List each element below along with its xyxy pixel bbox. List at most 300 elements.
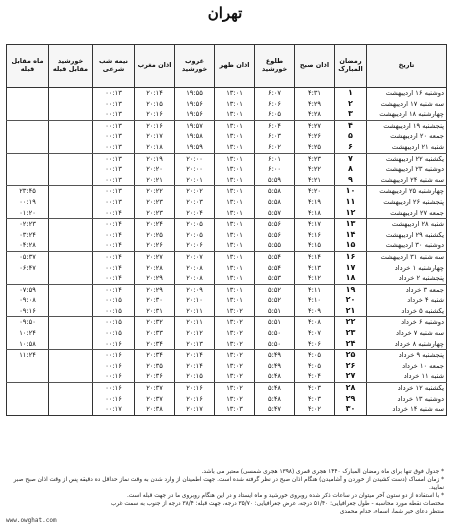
cell-ramadan-day: ۲۰ — [335, 295, 367, 306]
cell-date: جمعه ۲۷ اردیبهشت — [367, 208, 447, 219]
cell-moon-qibla — [7, 109, 49, 120]
cell-midnight: ۰۰:۱۶ — [93, 361, 135, 372]
cell-dhuhr: ۱۳:۰۲ — [215, 317, 255, 328]
cell-fajr: ۴:۱۶ — [295, 230, 335, 241]
cell-ramadan-day: ۱۱ — [335, 197, 367, 208]
cell-dhuhr: ۱۳:۰۱ — [215, 295, 255, 306]
cell-sunrise: ۵:۵۶ — [255, 219, 295, 230]
header-dhuhr: اذان ظهر — [215, 45, 255, 88]
cell-sunset: ۲۰:۰۸ — [175, 273, 215, 284]
cell-date: یکشنبه ۱۲ خرداد — [367, 383, 447, 394]
cell-sunset: ۲۰:۰۶ — [175, 240, 215, 251]
cell-maghrib: ۲۰:۲۰ — [135, 164, 175, 175]
cell-ramadan-day: ۱۸ — [335, 273, 367, 284]
cell-sunset: ۲۰:۰۰ — [175, 153, 215, 164]
cell-moon-qibla: ۰۱:۲۰ — [7, 208, 49, 219]
cell-sunrise: ۵:۵۴ — [255, 263, 295, 274]
cell-dhuhr: ۱۳:۰۲ — [215, 383, 255, 394]
cell-date: چهارشنبه ۱۸ اردیبهشت — [367, 109, 447, 120]
table-row — [7, 208, 447, 219]
table-body — [7, 88, 447, 416]
footer-url[interactable]: www.owghat.com — [6, 517, 57, 524]
cell-dhuhr: ۱۳:۰۱ — [215, 230, 255, 241]
cell-ramadan-day: ۴ — [335, 120, 367, 131]
cell-moon-qibla: ۰۰:۱۹ — [7, 197, 49, 208]
footnotes — [8, 468, 444, 516]
cell-date: پنجشنبه ۱۹ اردیبهشت — [367, 120, 447, 131]
cell-ramadan-day: ۲۶ — [335, 361, 367, 372]
cell-midnight: ۰۰:۱۶ — [93, 350, 135, 361]
cell-sun-qibla — [49, 404, 93, 415]
cell-sunrise: ۵:۵۹ — [255, 175, 295, 186]
cell-fajr: ۴:۰۵ — [295, 350, 335, 361]
cell-midnight: ۰۰:۱۶ — [93, 339, 135, 350]
table-row — [7, 219, 447, 230]
cell-dhuhr: ۱۳:۰۱ — [215, 164, 255, 175]
cell-sun-qibla — [49, 153, 93, 164]
cell-midnight: ۰۰:۱۶ — [93, 371, 135, 382]
cell-sun-qibla — [49, 273, 93, 284]
header-moon-qibla: ماه مقابل قبله — [7, 45, 49, 88]
cell-fajr: ۴:۲۵ — [295, 142, 335, 153]
cell-dhuhr: ۱۳:۰۱ — [215, 219, 255, 230]
cell-date: یکشنبه ۲۲ اردیبهشت — [367, 153, 447, 164]
cell-sunrise: ۶:۰۴ — [255, 120, 295, 131]
table-row — [7, 230, 447, 241]
cell-sunrise: ۵:۵۱ — [255, 306, 295, 317]
cell-dhuhr: ۱۳:۰۲ — [215, 306, 255, 317]
cell-midnight: ۰۰:۱۴ — [93, 251, 135, 262]
table-row — [7, 251, 447, 262]
cell-sunset: ۲۰:۱۱ — [175, 317, 215, 328]
cell-sun-qibla — [49, 142, 93, 153]
cell-date: یکشنبه ۲۹ اردیبهشت — [367, 230, 447, 241]
cell-maghrib: ۲۰:۲۳ — [135, 208, 175, 219]
cell-moon-qibla — [7, 175, 49, 186]
cell-ramadan-day: ۱۵ — [335, 240, 367, 251]
cell-ramadan-day: ۶ — [335, 142, 367, 153]
cell-sun-qibla — [49, 208, 93, 219]
cell-sunrise: ۵:۵۴ — [255, 251, 295, 262]
cell-ramadan-day: ۳۰ — [335, 404, 367, 415]
cell-date: شنبه ۱۱ خرداد — [367, 371, 447, 382]
cell-sunrise: ۵:۵۱ — [255, 317, 295, 328]
cell-dhuhr: ۱۳:۰۱ — [215, 109, 255, 120]
cell-sunrise: ۵:۵۸ — [255, 197, 295, 208]
cell-midnight: ۰۰:۱۴ — [93, 240, 135, 251]
cell-maghrib: ۲۰:۳۶ — [135, 371, 175, 382]
cell-sun-qibla — [49, 164, 93, 175]
cell-midnight: ۰۰:۱۳ — [93, 99, 135, 110]
cell-moon-qibla: ۰۲:۲۳ — [7, 219, 49, 230]
table-row — [7, 186, 447, 197]
cell-fajr: ۴:۲۳ — [295, 153, 335, 164]
cell-dhuhr: ۱۳:۰۱ — [215, 175, 255, 186]
cell-fajr: ۴:۲۶ — [295, 131, 335, 142]
cell-sun-qibla — [49, 120, 93, 131]
cell-moon-qibla: ۱۰:۵۸ — [7, 339, 49, 350]
cell-midnight: ۰۰:۱۴ — [93, 284, 135, 295]
cell-midnight: ۰۰:۱۳ — [93, 197, 135, 208]
cell-midnight: ۰۰:۱۳ — [93, 131, 135, 142]
cell-dhuhr: ۱۳:۰۱ — [215, 240, 255, 251]
cell-sunset: ۲۰:۰۵ — [175, 230, 215, 241]
cell-sun-qibla — [49, 361, 93, 372]
cell-ramadan-day: ۲۸ — [335, 383, 367, 394]
cell-sun-qibla — [49, 284, 93, 295]
cell-sun-qibla — [49, 186, 93, 197]
cell-sunset: ۲۰:۱۷ — [175, 404, 215, 415]
cell-dhuhr: ۱۳:۰۳ — [215, 404, 255, 415]
cell-fajr: ۴:۱۳ — [295, 263, 335, 274]
cell-sunrise: ۶:۰۷ — [255, 88, 295, 99]
cell-maghrib: ۲۰:۲۲ — [135, 186, 175, 197]
cell-fajr: ۴:۰۳ — [295, 383, 335, 394]
cell-moon-qibla — [7, 88, 49, 99]
cell-midnight: ۰۰:۱۳ — [93, 109, 135, 120]
cell-sun-qibla — [49, 317, 93, 328]
cell-sun-qibla — [49, 350, 93, 361]
cell-moon-qibla — [7, 164, 49, 175]
cell-midnight: ۰۰:۱۵ — [93, 328, 135, 339]
cell-sunset: ۲۰:۱۴ — [175, 350, 215, 361]
cell-sunrise: ۵:۵۳ — [255, 273, 295, 284]
cell-sunrise: ۵:۴۸ — [255, 394, 295, 405]
cell-dhuhr: ۱۳:۰۱ — [215, 273, 255, 284]
cell-midnight: ۰۰:۱۴ — [93, 230, 135, 241]
cell-moon-qibla — [7, 383, 49, 394]
cell-maghrib: ۲۰:۳۸ — [135, 404, 175, 415]
cell-moon-qibla — [7, 404, 49, 415]
cell-fajr: ۴:۰۵ — [295, 361, 335, 372]
header-sunrise: طلوع خورشید — [255, 45, 295, 88]
cell-moon-qibla — [7, 153, 49, 164]
cell-moon-qibla: ۰۹:۰۸ — [7, 295, 49, 306]
table-row — [7, 404, 447, 415]
cell-dhuhr: ۱۳:۰۱ — [215, 208, 255, 219]
cell-sunrise: ۵:۵۵ — [255, 240, 295, 251]
table-row — [7, 175, 447, 186]
cell-midnight: ۰۰:۱۶ — [93, 394, 135, 405]
table-row — [7, 394, 447, 405]
cell-ramadan-day: ۲۲ — [335, 317, 367, 328]
header-date: تاریخ — [367, 45, 447, 88]
cell-maghrib: ۲۰:۳۱ — [135, 306, 175, 317]
cell-sunset: ۱۹:۵۵ — [175, 88, 215, 99]
cell-sun-qibla — [49, 131, 93, 142]
cell-date: شنبه ۲۱ اردیبهشت — [367, 142, 447, 153]
cell-sunset: ۲۰:۱۱ — [175, 306, 215, 317]
cell-maghrib: ۲۰:۳۰ — [135, 295, 175, 306]
cell-moon-qibla — [7, 273, 49, 284]
cell-date: شنبه ۴ خرداد — [367, 295, 447, 306]
table-row — [7, 306, 447, 317]
cell-ramadan-day: ۱ — [335, 88, 367, 99]
cell-date: سه شنبه ۲۴ اردیبهشت — [367, 175, 447, 186]
cell-dhuhr: ۱۳:۰۲ — [215, 361, 255, 372]
cell-sunset: ۲۰:۰۲ — [175, 186, 215, 197]
cell-maghrib: ۲۰:۱۶ — [135, 120, 175, 131]
cell-sun-qibla — [49, 240, 93, 251]
cell-ramadan-day: ۵ — [335, 131, 367, 142]
header-sunset: غروب خورشید — [175, 45, 215, 88]
cell-fajr: ۴:۱۹ — [295, 197, 335, 208]
cell-sunrise: ۵:۵۷ — [255, 208, 295, 219]
cell-ramadan-day: ۸ — [335, 164, 367, 175]
table-row — [7, 317, 447, 328]
cell-midnight: ۰۰:۱۴ — [93, 219, 135, 230]
cell-sunrise: ۵:۴۸ — [255, 371, 295, 382]
cell-date: دوشنبه ۱۳ خرداد — [367, 394, 447, 405]
cell-moon-qibla: ۱۱:۲۴ — [7, 350, 49, 361]
cell-sun-qibla — [49, 383, 93, 394]
cell-maghrib: ۲۰:۳۴ — [135, 339, 175, 350]
cell-dhuhr: ۱۳:۰۱ — [215, 99, 255, 110]
cell-fajr: ۴:۲۹ — [295, 99, 335, 110]
cell-sunset: ۲۰:۱۵ — [175, 371, 215, 382]
cell-fajr: ۴:۲۲ — [295, 164, 335, 175]
cell-fajr: ۴:۰۸ — [295, 317, 335, 328]
cell-moon-qibla — [7, 361, 49, 372]
cell-sunset: ۲۰:۰۹ — [175, 284, 215, 295]
cell-maghrib: ۲۰:۳۷ — [135, 394, 175, 405]
cell-sunrise: ۵:۴۷ — [255, 404, 295, 415]
cell-ramadan-day: ۱۲ — [335, 208, 367, 219]
cell-ramadan-day: ۳ — [335, 109, 367, 120]
cell-sunrise: ۵:۵۸ — [255, 186, 295, 197]
cell-ramadan-day: ۲۴ — [335, 339, 367, 350]
page-title: تهران — [207, 4, 243, 22]
header-midnight: نیمه شب شرعی — [93, 45, 135, 88]
cell-sunset: ۱۹:۵۸ — [175, 131, 215, 142]
cell-sunset: ۲۰:۱۶ — [175, 383, 215, 394]
cell-sun-qibla — [49, 251, 93, 262]
cell-moon-qibla: ۱۰:۲۴ — [7, 328, 49, 339]
header-ramadan-day: رمضان المبارک — [335, 45, 367, 88]
cell-dhuhr: ۱۳:۰۱ — [215, 88, 255, 99]
cell-ramadan-day: ۱۷ — [335, 263, 367, 274]
cell-ramadan-day: ۱۰ — [335, 186, 367, 197]
cell-sunset: ۲۰:۱۲ — [175, 328, 215, 339]
header-sun-qibla: خورشید مقابل قبله — [49, 45, 93, 88]
cell-date: جمعه ۱۰ خرداد — [367, 361, 447, 372]
cell-midnight: ۰۰:۱۵ — [93, 317, 135, 328]
note-validity: * جدول فوق تنها برای ماه رمضان المبارک ۱۴۴۰ هجری قمری (۱۳۹۸ هجری شمسی) معتبر می باشد. — [201, 469, 444, 475]
cell-sun-qibla — [49, 339, 93, 350]
cell-date: جمعه ۳ خرداد — [367, 284, 447, 295]
table-row — [7, 109, 447, 120]
cell-date: چهارشنبه ۲۵ اردیبهشت — [367, 186, 447, 197]
cell-sunset: ۲۰:۰۸ — [175, 263, 215, 274]
cell-date: سه شنبه ۷ خرداد — [367, 328, 447, 339]
cell-date: سه شنبه ۱۴ خرداد — [367, 404, 447, 415]
cell-maghrib: ۲۰:۳۴ — [135, 350, 175, 361]
table-row — [7, 371, 447, 382]
cell-moon-qibla — [7, 131, 49, 142]
note-imsak: * زمان امساک (دست کشیدن از خوردن و آشامیدن) هنگام اذان صبح در نظر گرفته شده است. جهت اطمینان از وارد شدن به وقت نماز حداقل ده دقیقه پس از وقت اذان صبح صبر نمایید. — [13, 477, 444, 491]
cell-maghrib: ۲۰:۳۵ — [135, 361, 175, 372]
cell-dhuhr: ۱۳:۰۱ — [215, 251, 255, 262]
table-row — [7, 273, 447, 284]
cell-sunset: ۱۹:۵۶ — [175, 109, 215, 120]
cell-date: پنجشنبه ۲ خرداد — [367, 273, 447, 284]
prayer-times-table — [6, 44, 447, 416]
cell-sun-qibla — [49, 109, 93, 120]
note-qibla: * با استفاده از دو ستون آخر میتوان در ساعات ذکر شده روبروی خورشید و ماه ایستاد و در این هنگام روبروی ما در جهت قبله است. — [126, 493, 444, 499]
cell-maghrib: ۲۰:۲۹ — [135, 284, 175, 295]
table-row — [7, 361, 447, 372]
cell-dhuhr: ۱۳:۰۱ — [215, 186, 255, 197]
cell-maghrib: ۲۰:۲۶ — [135, 240, 175, 251]
cell-sunset: ۲۰:۰۴ — [175, 208, 215, 219]
cell-maghrib: ۲۰:۱۹ — [135, 153, 175, 164]
cell-sunrise: ۵:۵۶ — [255, 230, 295, 241]
table-row — [7, 153, 447, 164]
cell-sun-qibla — [49, 306, 93, 317]
cell-maghrib: ۲۰:۲۵ — [135, 230, 175, 241]
cell-fajr: ۴:۳۱ — [295, 88, 335, 99]
cell-midnight: ۰۰:۱۵ — [93, 306, 135, 317]
cell-maghrib: ۲۰:۲۷ — [135, 251, 175, 262]
cell-sunset: ۲۰:۱۶ — [175, 394, 215, 405]
cell-date: دوشنبه ۳۰ اردیبهشت — [367, 240, 447, 251]
cell-sunset: ۲۰:۰۵ — [175, 219, 215, 230]
cell-dhuhr: ۱۳:۰۱ — [215, 153, 255, 164]
cell-dhuhr: ۱۳:۰۲ — [215, 350, 255, 361]
cell-moon-qibla — [7, 371, 49, 382]
cell-fajr: ۴:۱۴ — [295, 251, 335, 262]
cell-ramadan-day: ۱۳ — [335, 219, 367, 230]
cell-fajr: ۴:۲۰ — [295, 186, 335, 197]
cell-sunrise: ۶:۰۲ — [255, 142, 295, 153]
cell-midnight: ۰۰:۱۴ — [93, 263, 135, 274]
cell-sunset: ۲۰:۰۷ — [175, 251, 215, 262]
cell-dhuhr: ۱۳:۰۱ — [215, 197, 255, 208]
cell-maghrib: ۲۰:۱۵ — [135, 99, 175, 110]
cell-ramadan-day: ۹ — [335, 175, 367, 186]
cell-sun-qibla — [49, 263, 93, 274]
table-row — [7, 350, 447, 361]
cell-maghrib: ۲۰:۲۸ — [135, 263, 175, 274]
cell-sunrise: ۶:۰۶ — [255, 99, 295, 110]
table-row — [7, 164, 447, 175]
cell-ramadan-day: ۲۳ — [335, 328, 367, 339]
cell-sun-qibla — [49, 230, 93, 241]
cell-sunset: ۲۰:۰۰ — [175, 164, 215, 175]
header-maghrib: اذان مغرب — [135, 45, 175, 88]
cell-maghrib: ۲۰:۱۴ — [135, 88, 175, 99]
cell-midnight: ۰۰:۱۳ — [93, 186, 135, 197]
cell-date: سه شنبه ۱۷ اردیبهشت — [367, 99, 447, 110]
cell-date: چهارشنبه ۸ خرداد — [367, 339, 447, 350]
cell-ramadan-day: ۱۹ — [335, 284, 367, 295]
note-coordinates: مختصات نقطه مورد محاسبه - طول جغرافیایی: ۵۱/۴۰ درجه، عرض جغرافیایی: ۳۵/۷۰ درجه، جهت قبله: ۳۸/۴ درجه از جنوب به سمت غرب — [110, 501, 444, 507]
cell-moon-qibla: ۰۵:۳۷ — [7, 251, 49, 262]
cell-maghrib: ۲۰:۱۸ — [135, 142, 175, 153]
cell-fajr: ۴:۰۷ — [295, 328, 335, 339]
cell-fajr: ۴:۱۷ — [295, 219, 335, 230]
cell-fajr: ۴:۲۷ — [295, 120, 335, 131]
cell-dhuhr: ۱۳:۰۱ — [215, 142, 255, 153]
cell-sun-qibla — [49, 99, 93, 110]
cell-midnight: ۰۰:۱۳ — [93, 88, 135, 99]
cell-fajr: ۴:۱۸ — [295, 208, 335, 219]
table-row — [7, 197, 447, 208]
table-row — [7, 88, 447, 99]
cell-sunset: ۱۹:۵۷ — [175, 120, 215, 131]
cell-midnight: ۰۰:۱۳ — [93, 120, 135, 131]
cell-moon-qibla — [7, 120, 49, 131]
cell-midnight: ۰۰:۱۳ — [93, 142, 135, 153]
table-row — [7, 295, 447, 306]
table-row — [7, 120, 447, 131]
cell-sunrise: ۵:۵۰ — [255, 339, 295, 350]
cell-sunrise: ۵:۵۲ — [255, 295, 295, 306]
cell-date: چهارشنبه ۱ خرداد — [367, 263, 447, 274]
cell-dhuhr: ۱۳:۰۱ — [215, 263, 255, 274]
cell-sun-qibla — [49, 295, 93, 306]
cell-midnight: ۰۰:۱۴ — [93, 208, 135, 219]
table-row — [7, 383, 447, 394]
cell-sunset: ۱۹:۵۹ — [175, 142, 215, 153]
cell-maghrib: ۲۰:۱۶ — [135, 109, 175, 120]
cell-ramadan-day: ۲ — [335, 99, 367, 110]
cell-fajr: ۴:۱۲ — [295, 273, 335, 284]
cell-sunset: ۲۰:۱۴ — [175, 361, 215, 372]
cell-dhuhr: ۱۳:۰۱ — [215, 284, 255, 295]
cell-fajr: ۴:۰۶ — [295, 339, 335, 350]
cell-dhuhr: ۱۳:۰۱ — [215, 131, 255, 142]
cell-sun-qibla — [49, 88, 93, 99]
cell-sun-qibla — [49, 219, 93, 230]
cell-sunset: ۲۰:۱۳ — [175, 339, 215, 350]
cell-ramadan-day: ۲۷ — [335, 371, 367, 382]
cell-moon-qibla: ۰۴:۲۸ — [7, 240, 49, 251]
cell-sunrise: ۵:۴۹ — [255, 350, 295, 361]
note-signature: منتظر دعای خیر شما، اسماء، خدام محمدی — [339, 509, 444, 515]
cell-sunset: ۱۹:۵۶ — [175, 99, 215, 110]
table-row — [7, 339, 447, 350]
cell-sun-qibla — [49, 328, 93, 339]
cell-maghrib: ۲۰:۳۳ — [135, 328, 175, 339]
cell-ramadan-day: ۱۴ — [335, 230, 367, 241]
cell-moon-qibla: ۰۳:۲۴ — [7, 230, 49, 241]
cell-fajr: ۴:۰۹ — [295, 306, 335, 317]
cell-moon-qibla — [7, 99, 49, 110]
cell-date: جمعه ۲۰ اردیبهشت — [367, 131, 447, 142]
cell-fajr: ۴:۰۴ — [295, 371, 335, 382]
cell-fajr: ۴:۱۵ — [295, 240, 335, 251]
cell-ramadan-day: ۷ — [335, 153, 367, 164]
cell-maghrib: ۲۰:۲۳ — [135, 197, 175, 208]
cell-date: دوشنبه ۶ خرداد — [367, 317, 447, 328]
cell-maghrib: ۲۰:۳۲ — [135, 317, 175, 328]
cell-ramadan-day: ۱۶ — [335, 251, 367, 262]
cell-dhuhr: ۱۳:۰۲ — [215, 371, 255, 382]
cell-date: سه شنبه ۳۱ اردیبهشت — [367, 251, 447, 262]
cell-maghrib: ۲۰:۱۷ — [135, 131, 175, 142]
cell-fajr: ۴:۱۱ — [295, 284, 335, 295]
cell-date: پنجشنبه ۹ خرداد — [367, 350, 447, 361]
cell-sun-qibla — [49, 175, 93, 186]
cell-dhuhr: ۱۳:۰۲ — [215, 394, 255, 405]
cell-date: دوشنبه ۲۳ اردیبهشت — [367, 164, 447, 175]
table-row — [7, 131, 447, 142]
cell-ramadan-day: ۲۱ — [335, 306, 367, 317]
cell-sun-qibla — [49, 371, 93, 382]
cell-fajr: ۴:۰۳ — [295, 394, 335, 405]
table-row — [7, 99, 447, 110]
